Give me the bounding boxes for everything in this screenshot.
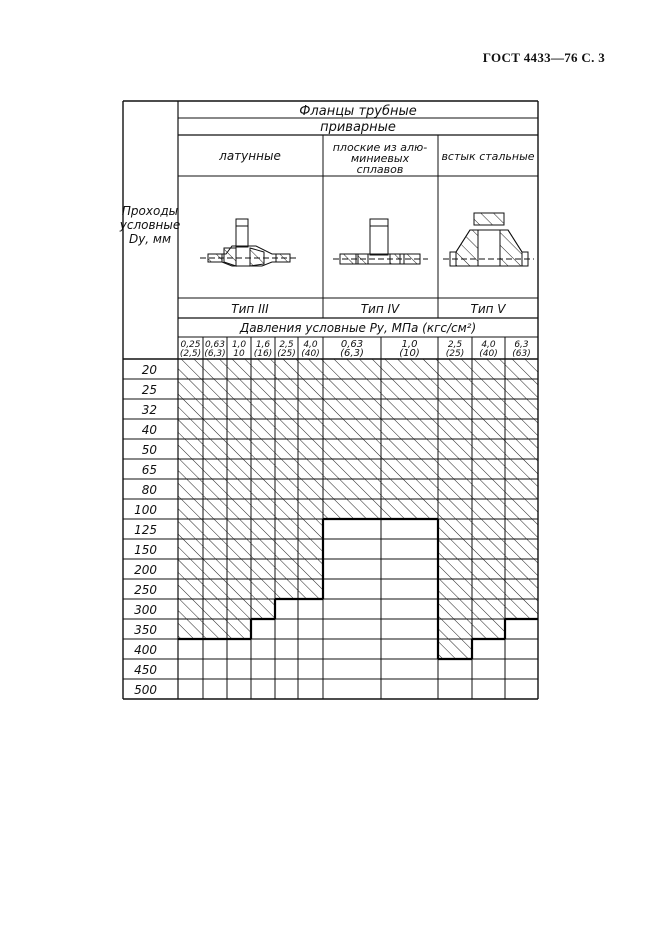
hatched-cell [323, 479, 381, 499]
type-iii-label: Тип III [231, 302, 269, 316]
hatched-cell [275, 579, 298, 599]
diameter-label: 50 [141, 443, 157, 457]
hatched-cell [438, 479, 472, 499]
pressure-mpa: 0,25 [180, 340, 201, 350]
hatched-cell [275, 459, 298, 479]
hatched-cell [227, 419, 251, 439]
hatched-cell [251, 479, 275, 499]
hatched-cell [251, 419, 275, 439]
hatched-cell [438, 539, 472, 559]
hatched-cell [472, 479, 505, 499]
hatched-cell [505, 539, 538, 559]
hatched-cell [298, 439, 323, 459]
hatched-cell [505, 519, 538, 539]
pressure-mpa: 2,5 [279, 340, 294, 350]
hatched-cell [438, 619, 472, 639]
hatched-cell [275, 539, 298, 559]
flange-type-iii-drawing [200, 219, 298, 266]
hatched-cell [227, 479, 251, 499]
hatched-cell [178, 579, 203, 599]
hatched-cell [472, 459, 505, 479]
hatched-cell [178, 399, 203, 419]
pressure-mpa: 0,63 [204, 340, 226, 350]
group-brass-label: латунные [219, 149, 281, 163]
hatched-cell [178, 459, 203, 479]
hatched-cell [298, 359, 323, 379]
diameter-label: 20 [141, 363, 157, 377]
hatched-cell [472, 579, 505, 599]
hatched-cell [323, 359, 381, 379]
hatched-cell [438, 379, 472, 399]
hatched-cell [251, 459, 275, 479]
title-welded: приварные [320, 120, 396, 135]
hatched-cell [178, 539, 203, 559]
diameter-label: 65 [141, 463, 157, 477]
hatched-cell [472, 379, 505, 399]
hatched-cell [438, 519, 472, 539]
hatched-cell [251, 439, 275, 459]
hatched-cell [505, 439, 538, 459]
hatched-cell [381, 439, 438, 459]
hatched-cell [178, 599, 203, 619]
diameter-label: 32 [141, 403, 157, 417]
hatched-cell [472, 539, 505, 559]
group-steel-label: встык стальные [441, 150, 535, 163]
hatched-cell [472, 499, 505, 519]
diameter-label: 150 [134, 543, 157, 557]
hatched-cell [251, 579, 275, 599]
pressure-mpa: 0,63 [340, 339, 364, 350]
hatched-cell [227, 359, 251, 379]
hatched-cell [227, 559, 251, 579]
diameter-label: 400 [134, 643, 157, 657]
hatched-cell [203, 519, 227, 539]
hatched-cell [472, 419, 505, 439]
hatched-cell [298, 459, 323, 479]
hatched-cell [203, 419, 227, 439]
hatched-cell [323, 459, 381, 479]
hatched-cell [505, 419, 538, 439]
hatched-cell [227, 579, 251, 599]
pressure-kgs: (6,3) [340, 348, 364, 359]
hatched-cell [203, 579, 227, 599]
pressure-mpa: 4,0 [481, 340, 496, 350]
hatched-cell [227, 599, 251, 619]
hatched-cell [323, 419, 381, 439]
hatched-cell [472, 439, 505, 459]
hatched-cell [438, 419, 472, 439]
hatched-cell [323, 499, 381, 519]
hatched-cell [323, 399, 381, 419]
hatched-cell [275, 519, 298, 539]
pressure-kgs: (6,3) [204, 349, 226, 359]
hatched-cell [275, 399, 298, 419]
hatched-cell [251, 599, 275, 619]
hatched-cell [298, 419, 323, 439]
hatched-cell [472, 359, 505, 379]
group-aluminium-label-3: сплавов [356, 163, 404, 176]
group-aluminium-label-2: миниевых [350, 152, 410, 165]
group-aluminium-label-1: плоские из алю- [332, 141, 428, 154]
hatched-cell [251, 499, 275, 519]
diameter-label: 100 [134, 503, 157, 517]
hatched-cell [381, 359, 438, 379]
diameter-label: 450 [134, 663, 157, 677]
diameter-label: 125 [134, 523, 157, 537]
table-header [119, 104, 535, 335]
diameter-label: 25 [141, 383, 157, 397]
pressure-mpa: 1,0 [401, 339, 418, 350]
hatched-cell [472, 399, 505, 419]
hatched-cell [505, 399, 538, 419]
hatched-cell [203, 539, 227, 559]
pressure-labels [180, 339, 531, 359]
hatched-cell [298, 519, 323, 539]
left-header-line-1: Проходы [121, 204, 179, 218]
pressure-kgs: (16) [253, 349, 273, 359]
diameter-label: 80 [141, 483, 157, 497]
hatched-cell [505, 479, 538, 499]
pressure-kgs: (10) [399, 348, 420, 359]
hatched-cell [251, 359, 275, 379]
hatched-cell [251, 519, 275, 539]
hatched-cell [227, 499, 251, 519]
hatched-cell [227, 379, 251, 399]
hatched-cell [178, 439, 203, 459]
page-header: ГОСТ 4433—76 С. 3 [482, 50, 605, 65]
pressure-kgs: (63) [512, 349, 531, 359]
hatched-cell [178, 519, 203, 539]
hatched-cell [298, 539, 323, 559]
pressure-header: Давления условные Pу, МПа (кгс/см²) [239, 321, 477, 335]
hatched-cell [505, 599, 538, 619]
pressure-mpa: 1,6 [255, 340, 271, 350]
hatched-cell [505, 499, 538, 519]
hatched-cell [381, 379, 438, 399]
hatched-cell [298, 499, 323, 519]
hatched-cell [298, 399, 323, 419]
hatched-cell [251, 379, 275, 399]
hatched-cell [438, 559, 472, 579]
hatched-cell [203, 379, 227, 399]
hatched-cell [203, 559, 227, 579]
pressure-mpa: 4,0 [303, 340, 318, 350]
hatched-cell [227, 459, 251, 479]
hatched-cell [505, 459, 538, 479]
pressure-kgs: (25) [277, 349, 296, 359]
flange-type-iv-drawing [333, 219, 428, 264]
diameter-label: 250 [134, 583, 157, 597]
hatched-cell [178, 499, 203, 519]
diameter-labels [134, 363, 157, 697]
hatched-cell [227, 439, 251, 459]
hatched-cell [438, 579, 472, 599]
hatched-cell [472, 519, 505, 539]
hatched-cell [275, 359, 298, 379]
pressure-mpa: 2,5 [447, 340, 463, 350]
diameter-label: 350 [134, 623, 157, 637]
hatched-cell [323, 439, 381, 459]
hatched-cell [505, 579, 538, 599]
hatched-cell [472, 619, 505, 639]
hatched-cell [203, 439, 227, 459]
hatched-cell [203, 499, 227, 519]
hatched-cell [275, 499, 298, 519]
hatched-cell [227, 619, 251, 639]
pressure-kgs: 10 [233, 349, 245, 359]
diameter-label: 300 [134, 603, 157, 617]
left-header-line-3: Dу, мм [128, 232, 172, 246]
hatched-cell [298, 559, 323, 579]
hatched-cell [381, 499, 438, 519]
pressure-mpa: 1,0 [231, 340, 247, 350]
hatched-cell [298, 479, 323, 499]
title-flanges: Фланцы трубные [299, 104, 417, 119]
hatched-cell [203, 459, 227, 479]
hatched-cell [381, 419, 438, 439]
hatched-cell [438, 459, 472, 479]
hatched-cell [203, 479, 227, 499]
hatched-cell [203, 599, 227, 619]
hatched-cell [275, 419, 298, 439]
hatched-cell [203, 619, 227, 639]
hatched-cell [505, 359, 538, 379]
diameter-label: 200 [134, 563, 157, 577]
hatched-cell [227, 519, 251, 539]
hatched-cell [227, 399, 251, 419]
hatched-cell [381, 459, 438, 479]
hatched-cell [178, 559, 203, 579]
hatched-cell [178, 379, 203, 399]
hatched-cell [203, 359, 227, 379]
diameter-label: 40 [141, 423, 157, 437]
hatched-cell [298, 379, 323, 399]
hatched-cell [178, 419, 203, 439]
hatched-cell [438, 359, 472, 379]
hatched-cell [472, 599, 505, 619]
hatched-cell [275, 379, 298, 399]
pressure-kgs: (40) [301, 349, 320, 359]
hatched-cell [438, 439, 472, 459]
pressure-kgs: (25) [445, 349, 465, 359]
pressure-mpa: 6,3 [514, 340, 529, 350]
hatched-cells [178, 359, 538, 659]
hatched-cell [298, 579, 323, 599]
hatched-cell [178, 479, 203, 499]
hatched-cell [275, 479, 298, 499]
pressure-kgs: (40) [479, 349, 498, 359]
flange-type-v-drawing [443, 213, 534, 266]
hatched-cell [438, 599, 472, 619]
hatched-cell [251, 539, 275, 559]
hatched-cell [178, 619, 203, 639]
hatched-cell [505, 379, 538, 399]
hatched-cell [227, 539, 251, 559]
hatched-cell [381, 479, 438, 499]
hatched-cell [438, 499, 472, 519]
hatched-cell [381, 399, 438, 419]
hatched-cell [323, 379, 381, 399]
diameter-label: 500 [134, 683, 157, 697]
hatched-cell [251, 399, 275, 419]
pressure-kgs: (2,5) [179, 349, 202, 359]
hatched-cell [472, 559, 505, 579]
hatched-cell [275, 559, 298, 579]
hatched-cell [505, 559, 538, 579]
hatched-cell [251, 559, 275, 579]
type-v-label: Тип V [470, 302, 506, 316]
hatched-cell [438, 639, 472, 659]
left-header-line-2: условные [119, 218, 181, 232]
hatched-cell [203, 399, 227, 419]
hatched-cell [438, 399, 472, 419]
hatched-cell [275, 439, 298, 459]
hatched-cell [178, 359, 203, 379]
type-iv-label: Тип IV [360, 302, 400, 316]
